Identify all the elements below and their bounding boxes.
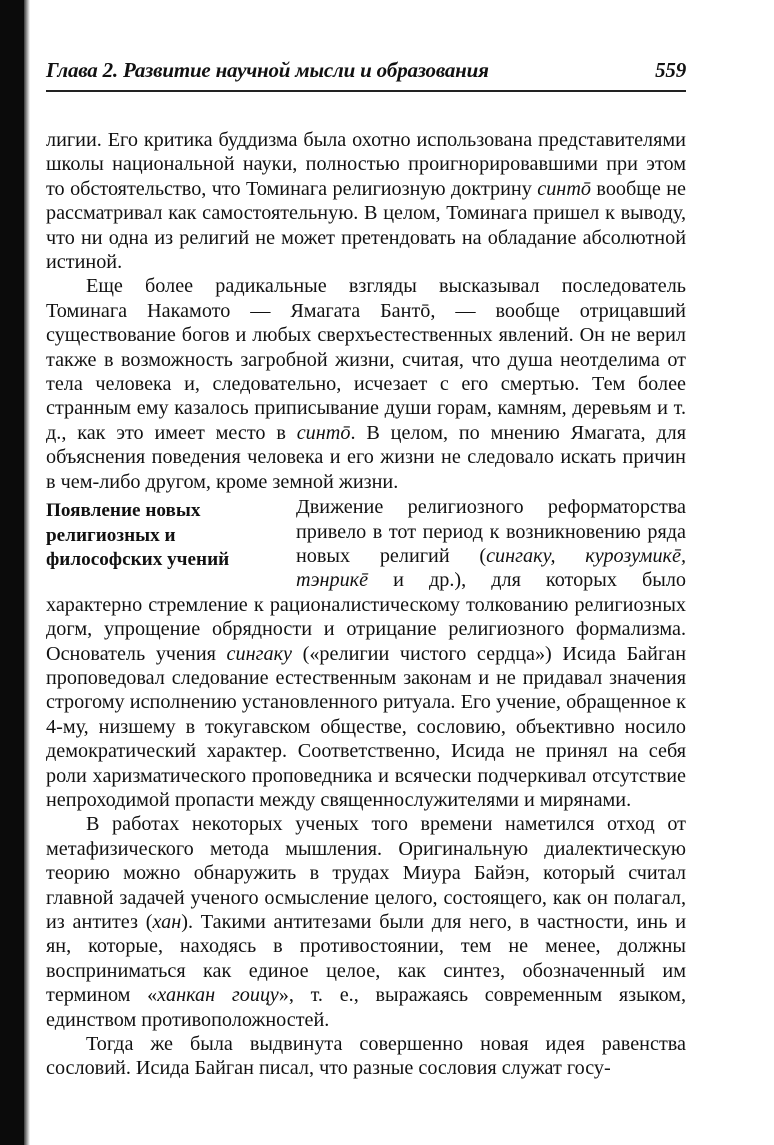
- paragraph-2-italic: синтō: [296, 421, 351, 444]
- paragraph-3-text: Движение религиозного реформаторства привело в тот период к возникновению ряда новых религий (: [296, 496, 686, 567]
- paragraph-4-text: В работах некоторых ученых того времени наметился отход от метафизического метода мышления. Оригинальную диалектическую теорию можно обнаружить в трудах Миура Байэн, который считал главной задачей ученого осмысление целого, состоящего, как он полагал, из антитез (: [46, 813, 686, 933]
- paragraph-2-text: Еще более радикальные взгляды высказывал последователь Томинага Накамото — Ямагата Бантō, — вообще отрицавший существование богов и любых сверхъестественных явлений. Он не верил также в возможность загробной жизни, считая, что душа неотделима от тела человека и, следовательно, исчезает с его смертью. Тем более странным ему казалось приписывание души горам, камням, деревьям и т. д., как это имеет место в: [46, 275, 686, 444]
- paragraph-3-text-mid: и др.), для которых было характерно стремление к рационалистическому толкованию религиозных догм, упрощение обрядности и отрицание религиозного формализма. Основатель учения: [46, 569, 686, 665]
- header-rule: [46, 90, 686, 92]
- body-text: [46, 128, 686, 1081]
- paragraph-3-text-end: («религии чистого сердца») Исида Байган проповедовал следование естественным законам и не придавал значения строгому исполнению установленного ритуала. Его учение, обращенное к 4-му, низшему в токугавском обществе, сословию, объективно носило демократический характер. Соответственно, Исида не принял на себя роли харизматического проповедника и всячески подчеркивал отсутствие непроходимой пропасти между священнослужителями и мирянами.: [46, 642, 686, 811]
- running-head: [46, 58, 686, 86]
- paragraph-3: [46, 495, 686, 812]
- paragraph-1-italic: синтō: [537, 177, 591, 200]
- chapter-title: Глава 2. Развитие научной мысли и образования: [46, 58, 489, 82]
- paragraph-4: [46, 812, 686, 1032]
- paragraph-2: [46, 274, 686, 494]
- paragraph-5-text: Тогда же была выдвинута совершенно новая идея равенства сословий. Исида Байган писал, что разные сословия служат госу-: [46, 1033, 686, 1080]
- paragraph-3-italic-religions: сингаку, курозумикē, тэнрикē: [296, 544, 686, 592]
- paragraph-1-text: лигии. Его критика буддизма была охотно использована представителями школы национальной науки, полностью проигнорировавшими при этом то обстоятельство, что Томинага религиозную доктрину: [46, 129, 686, 200]
- paragraph-4-italic-han: хан: [152, 911, 182, 933]
- paragraph-4-italic-term: ханкан гоицу: [157, 984, 279, 1007]
- paragraph-5: [46, 1032, 686, 1081]
- paragraph-2-text-end: . В целом, по мнению Ямагата, для объяснения поведения человека и его жизни не следовало искать причин в чем-либо другом, кроме земной жизни.: [46, 421, 686, 493]
- paragraph-1: [46, 128, 686, 274]
- paragraph-4-text-mid: ). Такими антитезами были для него, в частности, инь и ян, которые, находясь в противостоянии, тем не менее, должны восприниматься как единое целое, как синтез, обозначенный им термином «: [46, 911, 687, 1007]
- paragraph-4-text-end: », т. е., выражаясь современным языком, единством противоположностей.: [46, 984, 686, 1031]
- book-spine-shadow: [0, 0, 24, 1145]
- paragraph-3-italic-shingaku: сингаку: [226, 642, 292, 665]
- book-spine-edge: [24, 0, 30, 1145]
- paragraph-1-text-end: вообще не рассматривал как самостоятельную. В целом, Томинага пришел к выводу, что ни одна из религий не может претендовать на обладание абсолютной истиной.: [46, 177, 686, 274]
- page-number: 559: [655, 58, 686, 82]
- side-heading: Появление новых религиозных и философских учений: [46, 500, 230, 570]
